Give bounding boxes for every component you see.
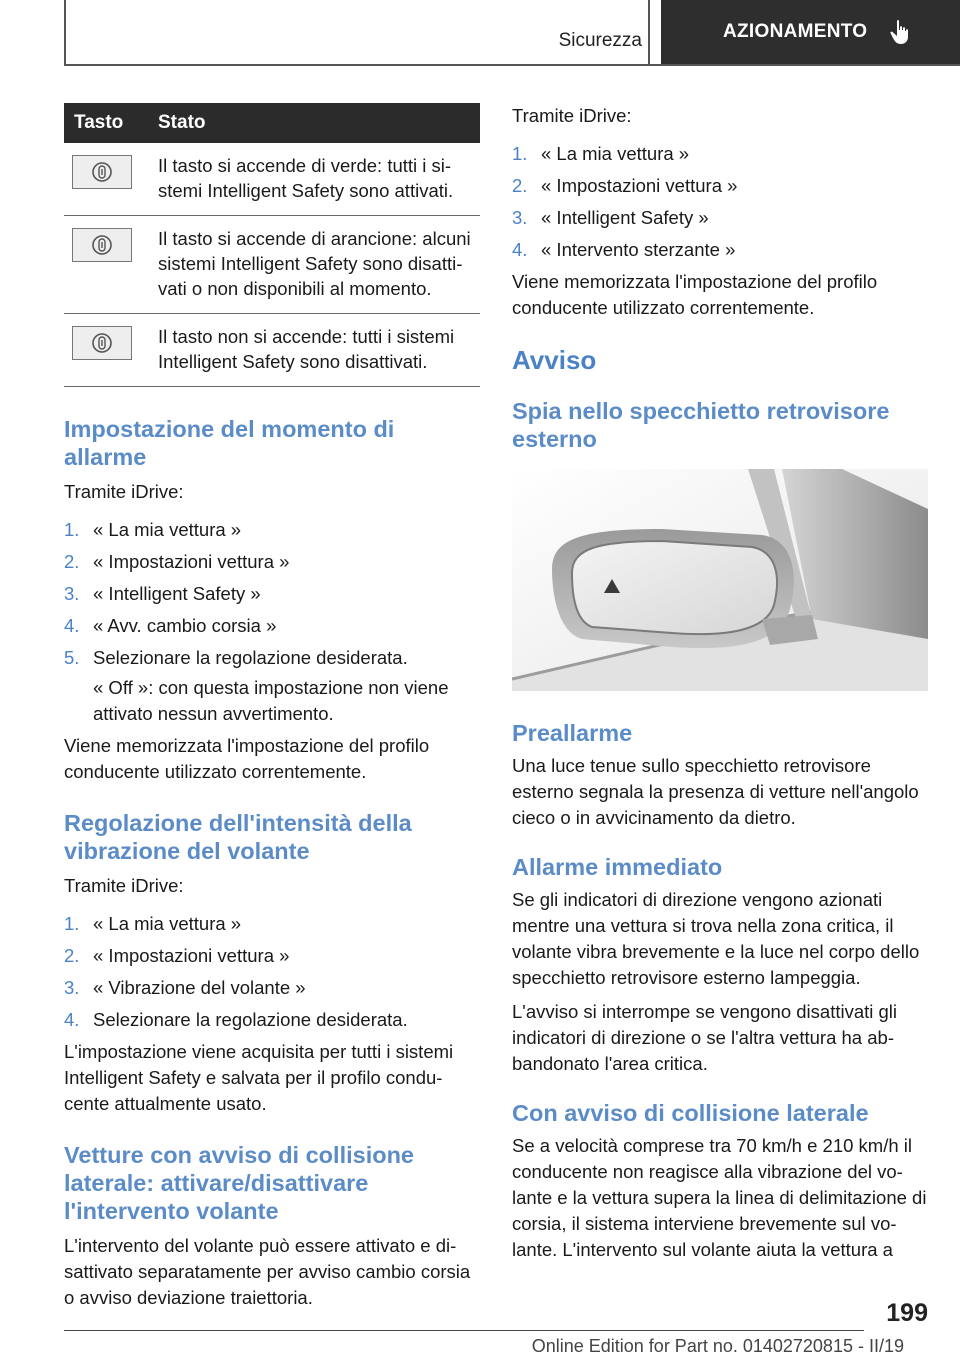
table-header-tasto: Tasto — [64, 103, 150, 143]
list-item: 3. « Intelligent Safety » — [64, 583, 261, 604]
list-item: 2. « Impostazioni vettura » — [64, 551, 290, 572]
list-item: 3. « Intelligent Safety » — [512, 207, 709, 228]
table-row — [64, 143, 480, 216]
table-row — [64, 314, 480, 387]
section-body: Se gli indicatori di direzione vengono azionati mentre una vettura si trova nella zona critica, il volante vibra brevemente e la luce nel corpo dello specchietto retrovisore esterno lampeggia. — [512, 889, 920, 988]
step-note: « Off »: con questa impostazione non viene attivato nessun avvertimento. — [93, 677, 449, 724]
list-item: 1. « La mia vettura » — [64, 519, 242, 540]
list-item: 2. « Impostazioni vettura » — [512, 175, 738, 196]
header-section-title: Sicurezza — [558, 30, 642, 51]
header-chapter-tab — [661, 0, 960, 64]
section-title-spia: Spia nello specchietto retrovisore esterno — [512, 398, 890, 452]
hand-pointer-icon — [889, 19, 913, 45]
section-outro: L'impostazione viene acquisita per tutti i sistemi Intelligent Safety e salvata per il profilo conducente attualmente usato. — [64, 1041, 454, 1114]
section-intro: Tramite iDrive: — [512, 105, 632, 126]
list-item: 4. « Intervento sterzante » — [512, 239, 736, 260]
footer-rule — [64, 1330, 864, 1331]
section-title-intervento-volante: Vetture con avviso di collisione laterale: attivare/disattivare l'intervento volante — [64, 1142, 414, 1224]
section-title-avviso: Avviso — [512, 345, 597, 375]
section-body: L'intervento del volante può essere attivato e disattivato separatamente per avviso cambio corsia o avviso deviazione traiettoria. — [64, 1235, 471, 1308]
section-body: L'avviso si interrompe se vengono disattivati gli indicatori di direzione o se l'altra vettura ha abbandonato l'area critica. — [512, 1001, 898, 1074]
section-title-preallarme: Preallarme — [512, 720, 633, 746]
table-header-stato: Stato — [150, 103, 480, 143]
section-body: Se a velocità comprese tra 70 km/h e 210 km/h il conducente non reagisce alla vibrazione del volante e la vettura supera la linea di delimitazione di corsia, il sistema interviene brevemente sul volante. L'intervento sul volante aiuta la vettura a — [512, 1135, 927, 1260]
list-item: 4. « Avv. cambio corsia » — [64, 615, 277, 636]
right-column — [512, 103, 928, 1263]
left-column — [64, 103, 480, 1311]
list-item: 1. « La mia vettura » — [64, 913, 242, 934]
section-title-collisione-laterale: Con avviso di collisione laterale — [512, 1100, 869, 1126]
section-intro: Tramite iDrive: — [64, 875, 184, 896]
header-rule — [64, 64, 960, 66]
section-outro: Viene memorizzata l'impostazione del profilo conducente utilizzato correntemente. — [64, 735, 430, 782]
section-title-allarme-immediato: Allarme immediato — [512, 854, 723, 880]
list-item: 1. « La mia vettura » — [512, 143, 690, 164]
header-chapter-title: AZIONAMENTO — [723, 21, 868, 42]
intelligent-safety-button-icon — [72, 155, 132, 189]
table-cell-status: Il tasto non si accende: tutti i sistemi Intelligent Safety sono disattivati. — [150, 314, 480, 387]
footer-edition: Online Edition for Part no. 01402720815 - II/19 — [531, 1336, 904, 1356]
list-item: 2. « Impostazioni vettura » — [64, 945, 290, 966]
section-title-vibrazione: Regolazione dell'intensità della vibrazione del volante — [64, 810, 412, 864]
page-number: 199 — [886, 1299, 928, 1327]
steps-list — [64, 911, 480, 1033]
side-mirror-illustration — [512, 469, 928, 691]
intelligent-safety-button-icon — [72, 326, 132, 360]
list-item: 5. Selezionare la regolazione desiderata. — [64, 647, 408, 668]
section-intro: Tramite iDrive: — [64, 481, 184, 502]
table-cell-status: Il tasto si accende di arancione: alcuni sistemi Intelligent Safety sono disattivati o non disponibili al momento. — [150, 216, 480, 314]
list-item: 3. « Vibrazione del volante » — [64, 977, 306, 998]
list-item: 4. Selezionare la regolazione desiderata. — [64, 1009, 408, 1030]
section-body: Una luce tenue sullo specchietto retrovisore esterno segnala la presenza di vetture nell'angolo cieco o in avvicinamento da dietro. — [512, 755, 919, 828]
intelligent-safety-button-icon — [72, 228, 132, 262]
steps-list — [512, 141, 928, 263]
table-cell-status: Il tasto si accende di verde: tutti i sistemi Intelligent Safety sono attivati. — [150, 143, 480, 216]
status-table — [64, 103, 480, 387]
table-row — [64, 216, 480, 314]
section-outro: Viene memorizzata l'impostazione del profilo conducente utilizzato correntemente. — [512, 271, 878, 318]
steps-list — [64, 517, 480, 671]
section-title-momento-allarme: Impostazione del momento di allarme — [64, 416, 395, 470]
